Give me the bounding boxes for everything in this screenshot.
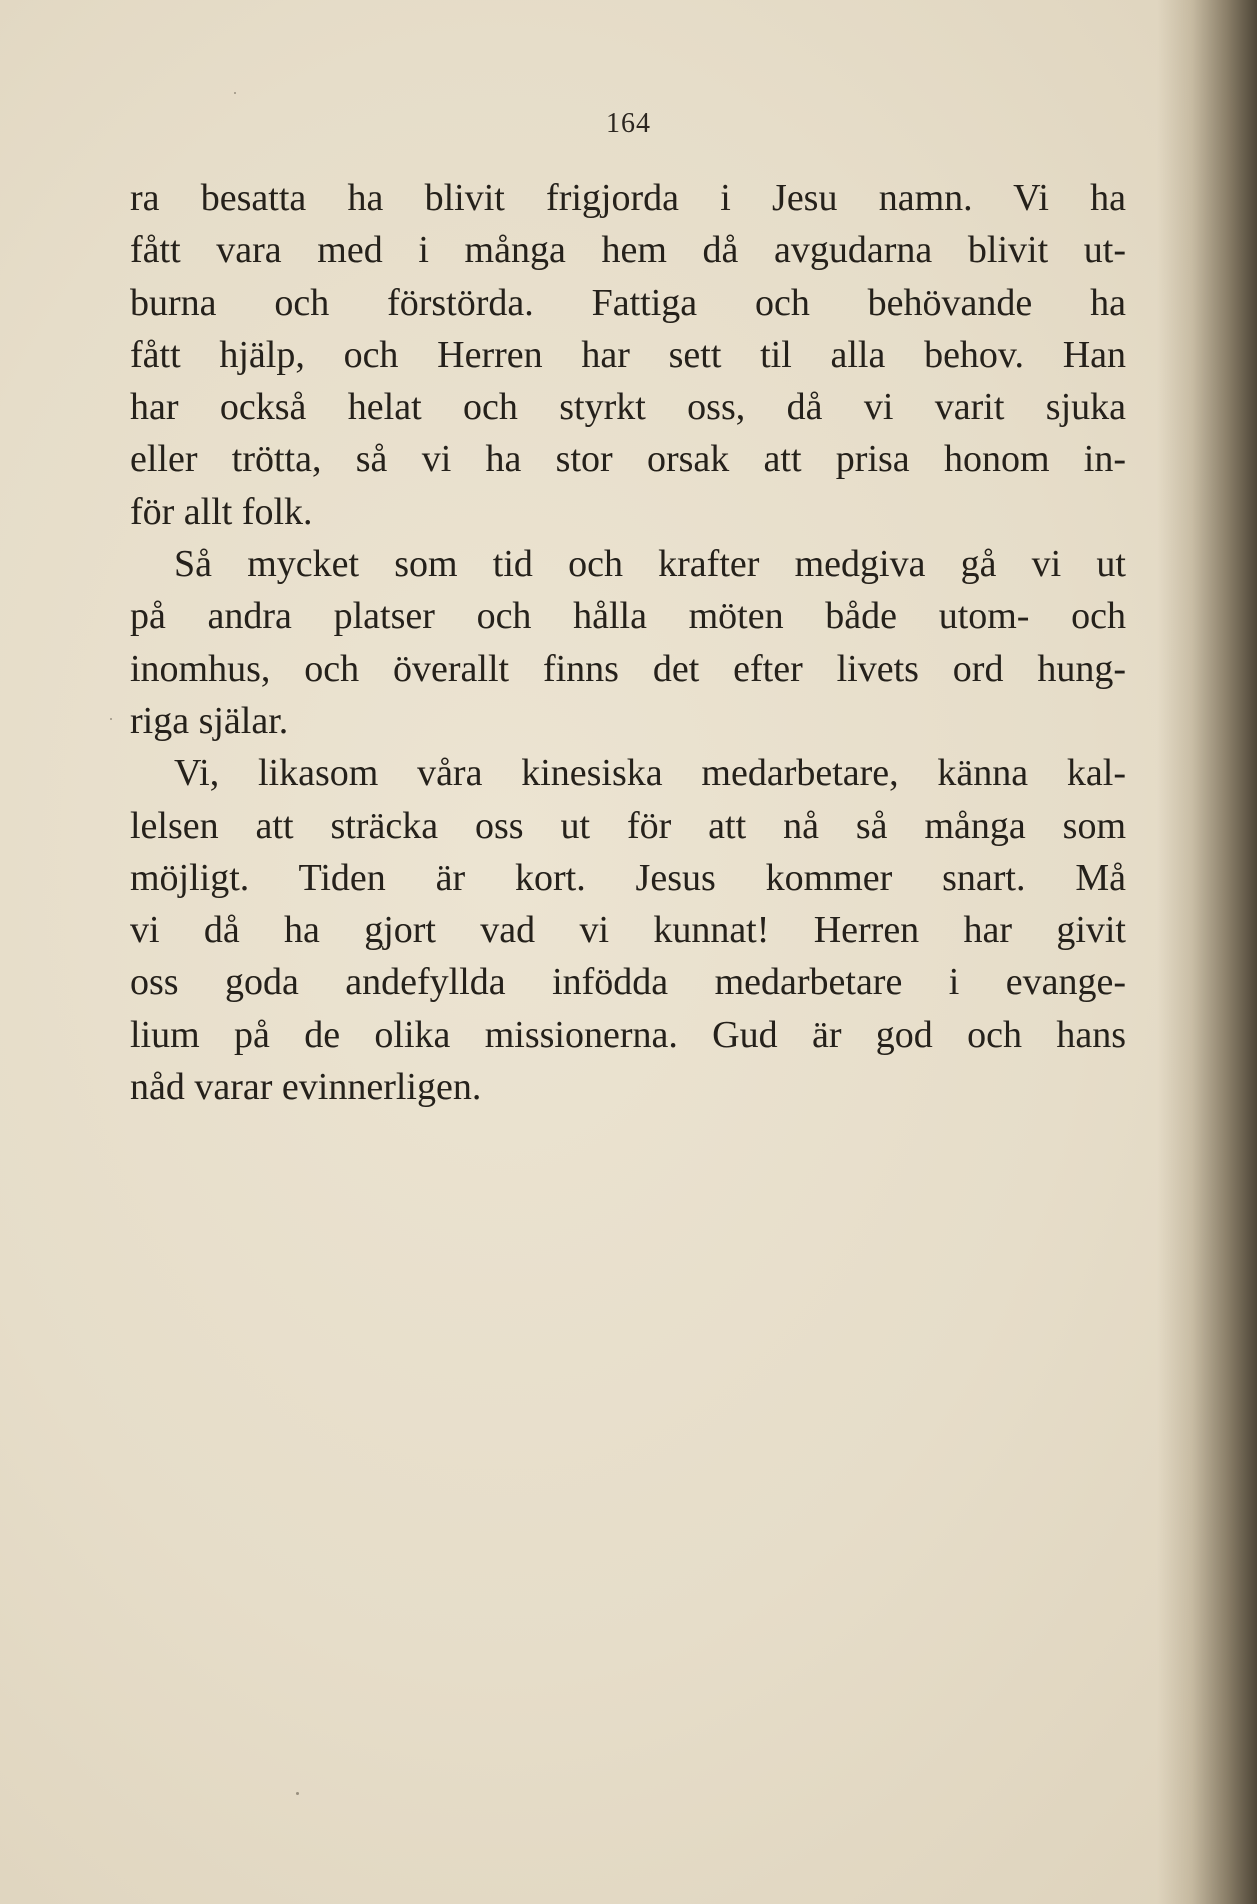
text-line: Så mycket som tid och krafter medgiva gå vi ut: [174, 543, 1126, 586]
text-line: nåd varar evinnerligen.: [130, 1066, 482, 1109]
text-line: möjligt. Tiden är kort. Jesus kommer snart. Må: [130, 856, 1126, 899]
text-line: burna och förstörda. Fattiga och behövande ha: [130, 281, 1126, 324]
text-line: lelsen att sträcka oss ut för att nå så många som: [130, 804, 1126, 847]
body-text: [130, 172, 1126, 1113]
text-line: fått vara med i många hem då avgudarna blivit ut-: [130, 229, 1126, 272]
page-number: 164: [606, 108, 651, 139]
text-line: oss goda andefyllda infödda medarbetare i evange-: [130, 961, 1126, 1004]
paper-speck: [110, 718, 112, 720]
text-line: för allt folk.: [130, 490, 313, 533]
text-line: vi då ha gjort vad vi kunnat! Herren har givit: [130, 909, 1126, 952]
text-line: Vi, likasom våra kinesiska medarbetare, känna kal-: [174, 752, 1126, 795]
paper-speck: [296, 1792, 299, 1795]
text-line: fått hjälp, och Herren har sett til alla behov. Han: [130, 333, 1126, 376]
page-gutter-shadow: [1157, 0, 1257, 1904]
text-line: på andra platser och hålla möten både utom- och: [130, 595, 1126, 638]
text-line: inomhus, och överallt finns det efter livets ord hung-: [130, 647, 1126, 690]
text-line: lium på de olika missionerna. Gud är god och hans: [130, 1013, 1126, 1056]
text-line: ra besatta ha blivit frigjorda i Jesu namn. Vi ha: [130, 177, 1126, 219]
text-line: eller trötta, så vi ha stor orsak att prisa honom in-: [130, 438, 1126, 481]
paper-speck: [234, 92, 236, 94]
text-line: riga själar.: [130, 699, 289, 742]
text-line: har också helat och styrkt oss, då vi varit sjuka: [130, 386, 1126, 429]
